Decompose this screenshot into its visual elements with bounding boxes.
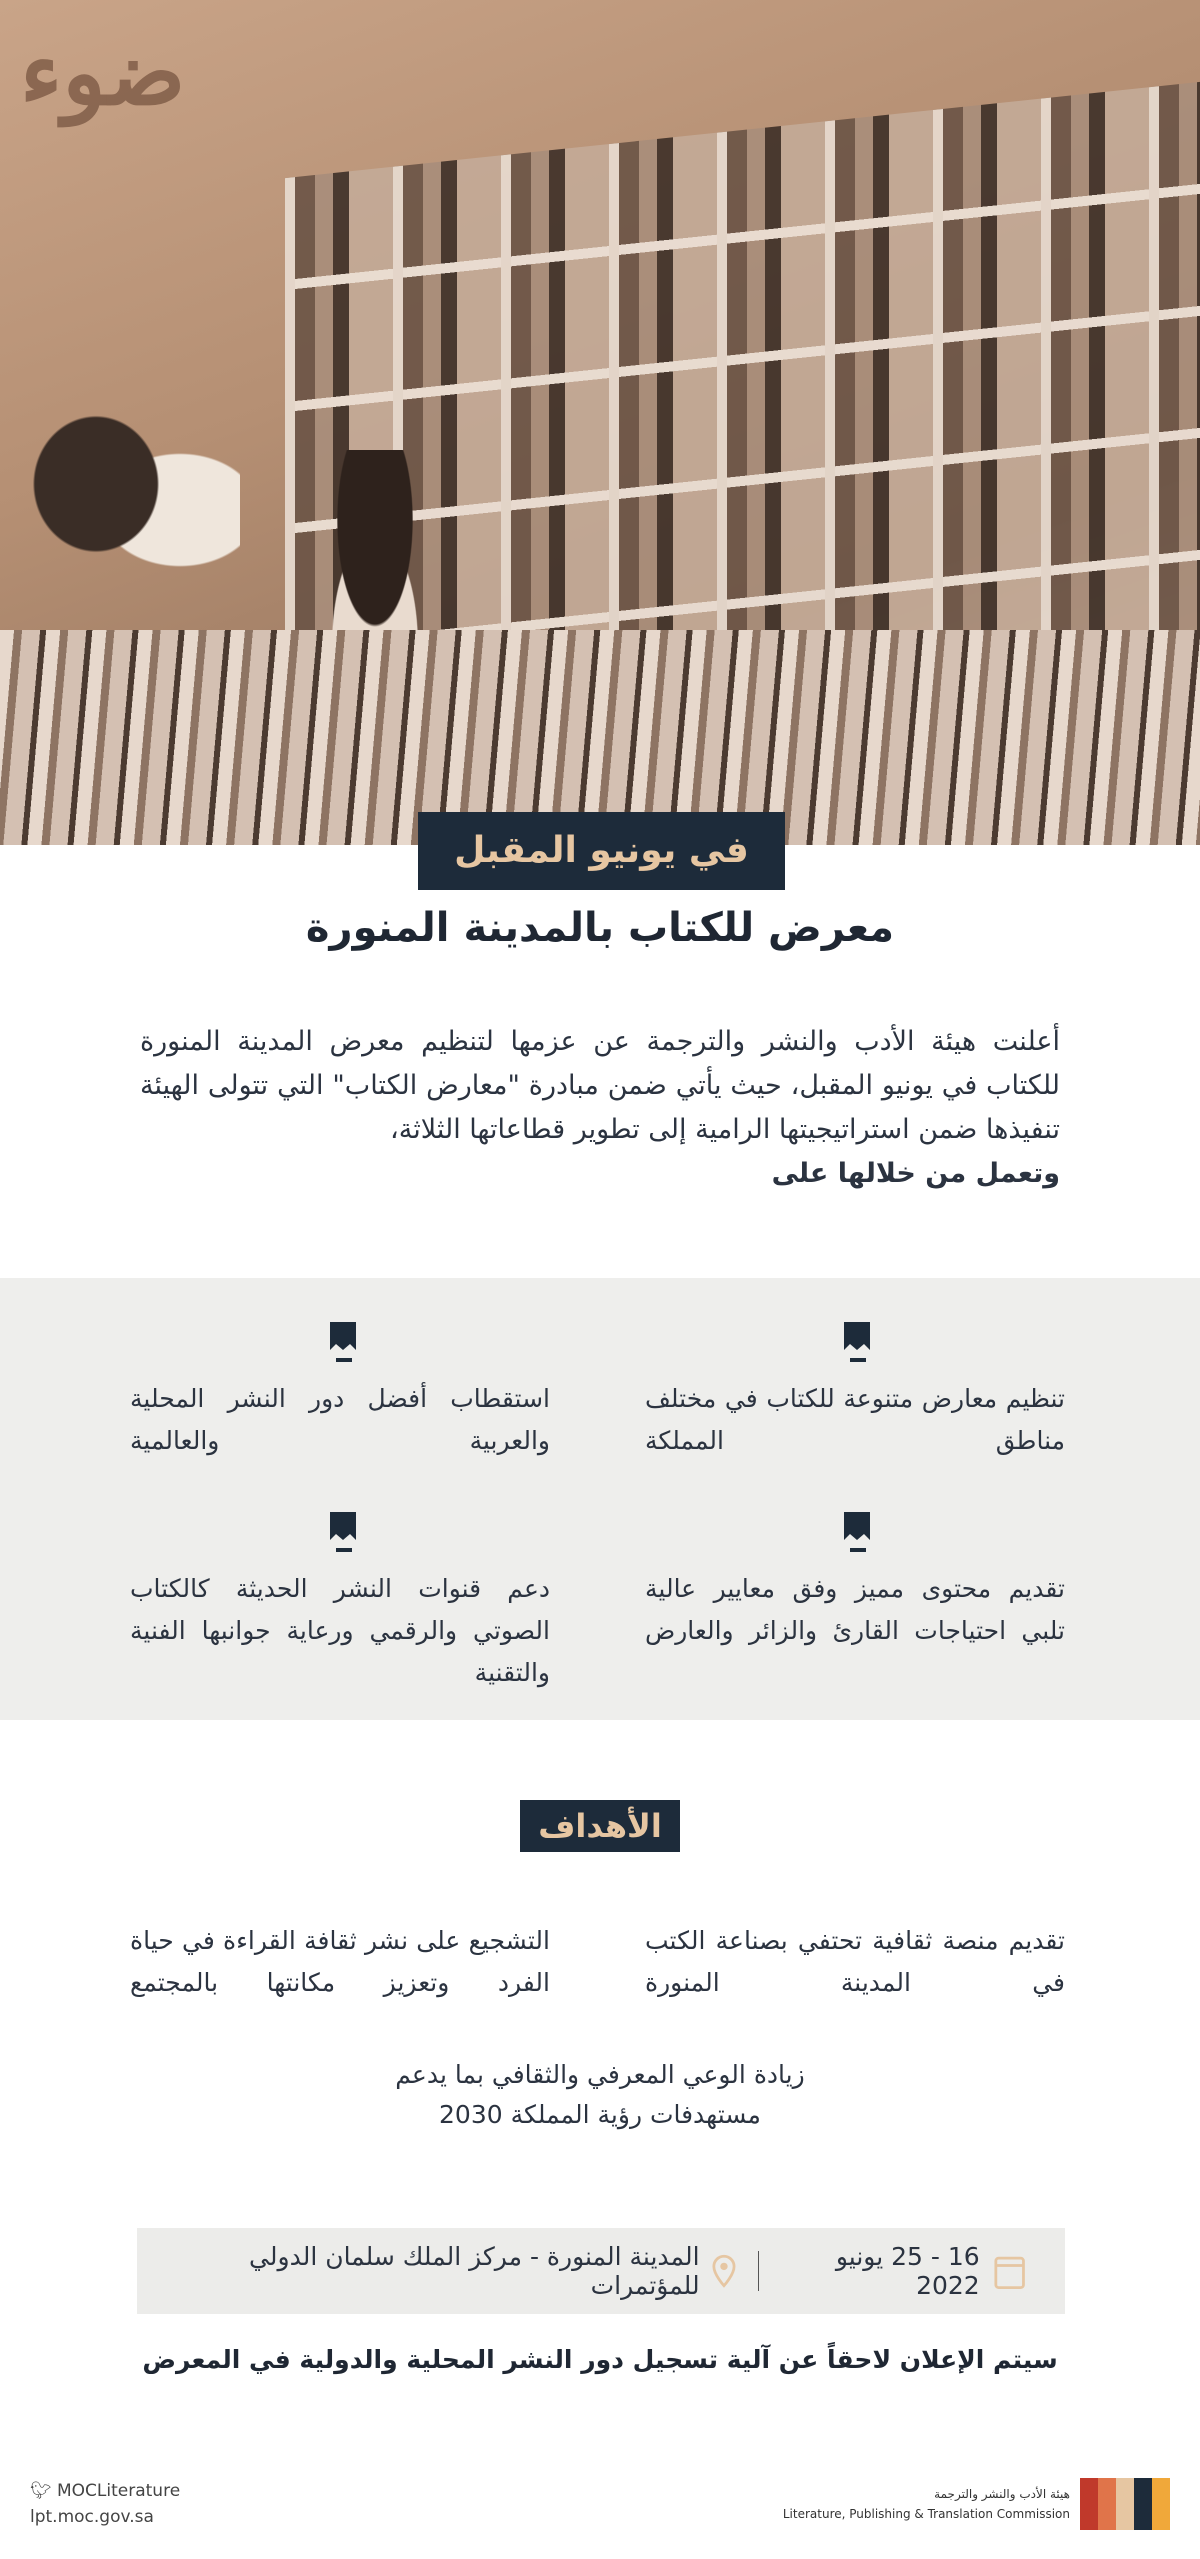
initiative-item: دعم قنوات النشر الحديثة كالكتاب الصوتي والرقمي ورعاية جوانبها الفنية والتقنية xyxy=(130,1574,550,1687)
logo-mark xyxy=(1080,2478,1170,2530)
event-location: المدينة المنورة - مركز الملك سلمان الدولي للمؤتمرات xyxy=(249,2242,700,2300)
org-name-ar: هيئة الأدب والنشر والترجمة xyxy=(934,2487,1070,2501)
visitors xyxy=(0,380,240,640)
divider xyxy=(758,2251,760,2291)
ribbon-icon xyxy=(840,1510,874,1556)
initiative-item: استقطاب أفضل دور النشر المحلية والعربية والعالمية xyxy=(130,1384,550,1455)
initiative-item: تقديم محتوى مميز وفق معايير عالية تلبي احتياجات القارئ والزائر والعارض xyxy=(645,1574,1065,1645)
intro-text: أعلنت هيئة الأدب والنشر والترجمة عن عزمها لتنظيم معرض المدينة المنورة للكتاب في يونيو المقبل، حيث يأتي ضمن مبادرة "معارض الكتاب" التي تتولى الهيئة تنفيذها ضمن استراتيجيتها الرامية إلى تطوير قطاعاتها الثلاثة، xyxy=(140,1026,1060,1145)
ribbon-icon xyxy=(326,1320,360,1366)
registration-note: سيتم الإعلان لاحقاً عن آلية تسجيل دور النشر المحلية والدولية في المعرض xyxy=(142,2345,1058,2374)
event-info-bar xyxy=(137,2228,1065,2314)
objective-item xyxy=(0,2055,1200,2135)
footer-contact xyxy=(30,2478,180,2530)
twitter-icon: 🐦︎ xyxy=(30,2481,57,2501)
location-pin-icon xyxy=(712,2253,736,2289)
initiatives-section xyxy=(0,1278,1200,1720)
objective-item: التشجيع على نشر ثقافة القراءة في حياة الفرد وتعزيز مكانتها بالمجتمع xyxy=(130,1926,550,1997)
page-title: معرض للكتاب بالمدينة المنورة xyxy=(305,905,895,951)
event-date: 16 - 25 يونيو 2022 xyxy=(835,2242,980,2300)
hero-photo xyxy=(0,0,1200,845)
initiative-item: تنظيم معارض متنوعة للكتاب في مختلف مناطق المملكة xyxy=(645,1384,1065,1455)
twitter-handle[interactable]: MOCLiterature xyxy=(57,2481,181,2501)
ribbon-icon xyxy=(326,1510,360,1556)
date-badge: في يونيو المقبل xyxy=(418,812,785,890)
org-logo xyxy=(783,2478,1170,2530)
ribbon-icon xyxy=(840,1320,874,1366)
intro-paragraph xyxy=(140,1020,1060,1196)
objective-item: تقديم منصة ثقافية تحتفي بصناعة الكتب في المدينة المنورة xyxy=(645,1926,1065,1997)
org-name-en: Literature, Publishing & Translation Commission xyxy=(782,2507,1070,2521)
calligraphy-logo: ضوء xyxy=(20,20,186,126)
calendar-icon xyxy=(994,2251,1025,2291)
objectives-badge: الأهداف xyxy=(520,1800,680,1852)
intro-last-line: وتعمل من خلالها على xyxy=(771,1158,1060,1189)
objective-text: زيادة الوعي المعرفي والثقافي بما يدعم مستهدفات رؤية المملكة 2030 xyxy=(395,2060,805,2129)
website-link[interactable]: lpt.moc.gov.sa xyxy=(30,2507,154,2527)
